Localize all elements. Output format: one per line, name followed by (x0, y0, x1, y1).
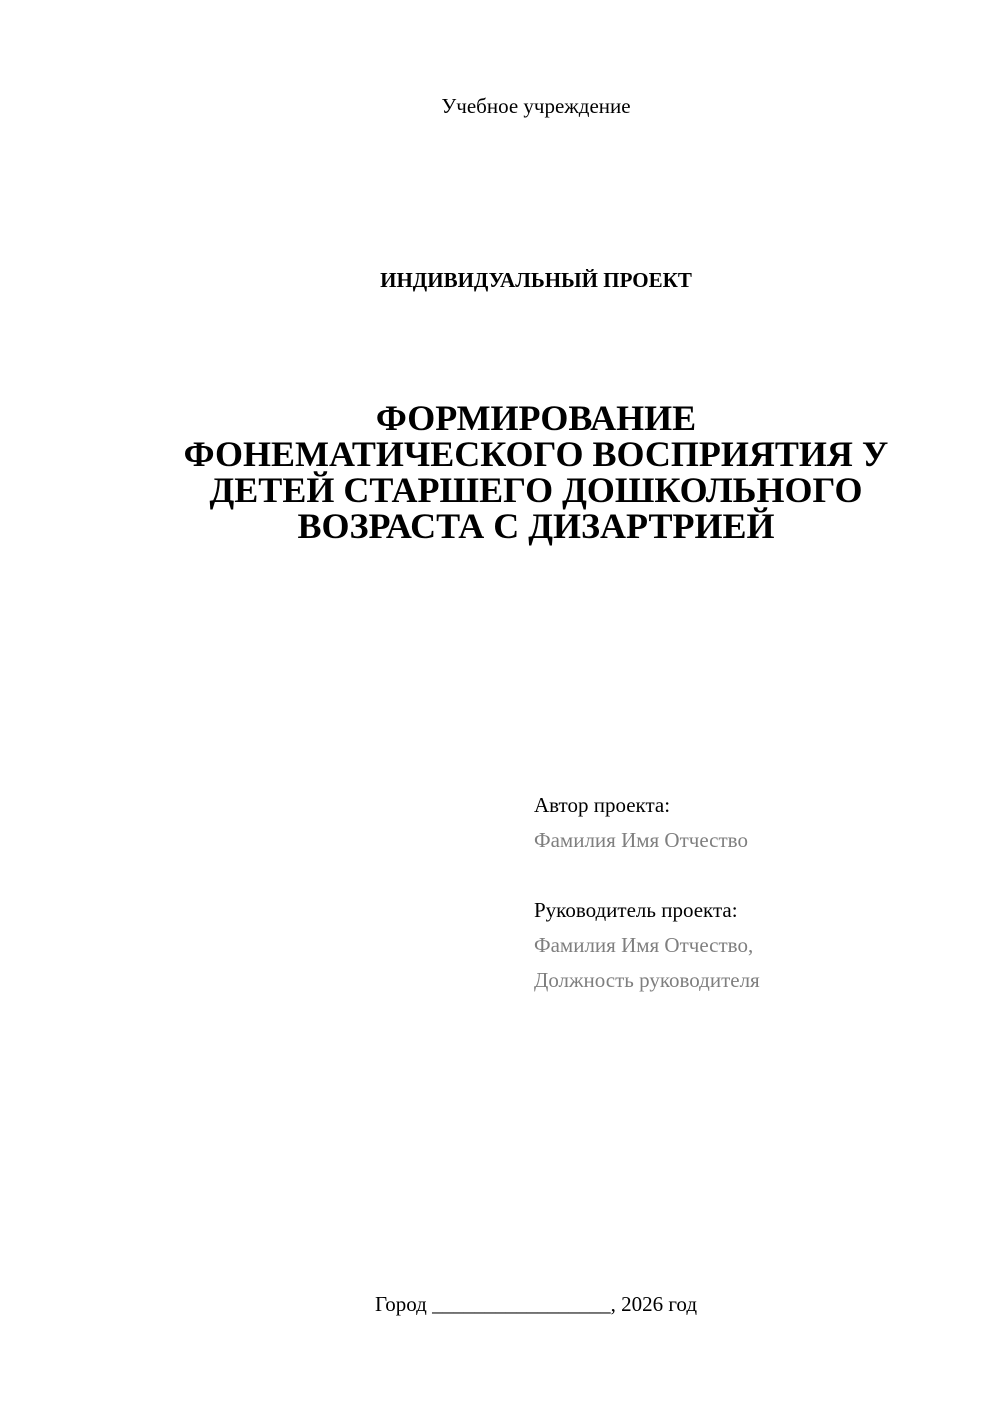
institution-name: Учебное учреждение (441, 94, 631, 118)
supervisor-label: Руководитель проекта: (534, 898, 738, 922)
author-label: Автор проекта: (534, 793, 671, 817)
project-type-heading: ИНДИВИДУАЛЬНЫЙ ПРОЕКТ (380, 268, 692, 292)
city-year-line: Город _________________, 2026 год (374, 1292, 698, 1316)
supervisor-position-placeholder: Должность руководителя (534, 968, 760, 992)
project-title-line-2: ФОНЕМАТИЧЕСКОГО ВОСПРИЯТИЯ У (183, 434, 889, 474)
project-title-line-1: ФОРМИРОВАНИЕ (375, 398, 697, 438)
author-name-placeholder: Фамилия Имя Отчество (534, 828, 748, 852)
author-block (534, 788, 974, 858)
supervisor-name-placeholder: Фамилия Имя Отчество, (534, 933, 754, 957)
project-title-line-3: ДЕТЕЙ СТАРШЕГО ДОШКОЛЬНОГО (209, 470, 863, 510)
supervisor-block (534, 893, 974, 998)
project-title (100, 400, 972, 544)
project-title-line-4: ВОЗРАСТА С ДИЗАРТРИЕЙ (297, 506, 775, 546)
